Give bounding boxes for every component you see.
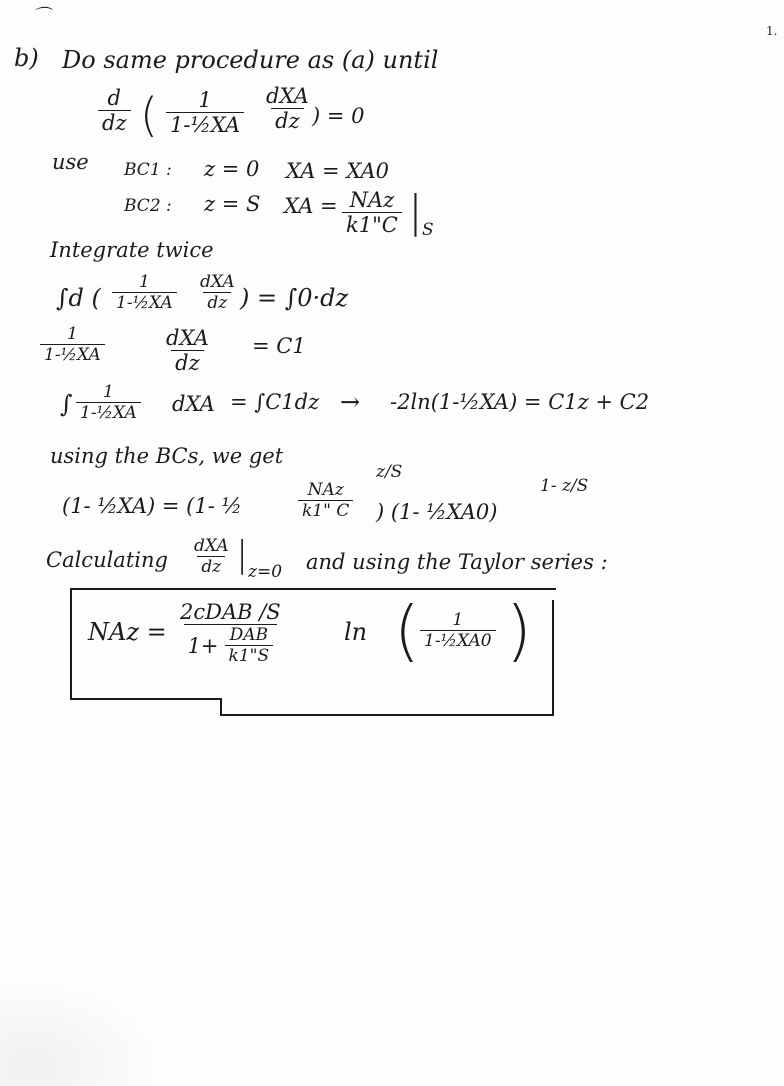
calc-post: and using the Taylor series : (306, 550, 608, 574)
result-exponent-2: 1- z/S (540, 476, 589, 496)
part-label: b) (14, 44, 39, 72)
ode-open-paren: ( (140, 88, 158, 142)
step2-derivative: dXA dz (166, 326, 209, 375)
final-main-fraction: 2cDAB /S 1+ $\frac{\text{DAB}}{k1"S}$ (180, 600, 281, 666)
ode-derivative-fraction: dXA dz (266, 84, 309, 133)
page-corner-mark: 1. (766, 24, 778, 38)
result-lhs: (1- ½XA) = (1- ½ (62, 494, 242, 518)
bc2-fraction: NAz k1"C (342, 188, 402, 237)
bc1-condition: z = 0 (204, 157, 260, 181)
final-lhs: NAz = (88, 618, 167, 646)
ode-rhs: ) = 0 (312, 104, 365, 128)
bc2-eval-bar: | (408, 186, 423, 237)
page-smudge (0, 980, 160, 1086)
use-label: use (52, 150, 89, 174)
bc2-eval-point: S (422, 220, 434, 240)
step3-arrow: → (340, 388, 361, 416)
final-open-paren: ( (394, 592, 420, 669)
step3-fraction: $\frac{1}{\text{1-½XA}}$ (76, 382, 141, 423)
result-fraction: NAz k1" C (298, 480, 353, 521)
intro-line: Do same procedure as (a) until (62, 46, 439, 74)
step1-rhs: ) = ∫0·dz (240, 284, 349, 312)
bc2-label: BC2 : (124, 196, 172, 216)
final-ln-fraction: $\frac{1}{\text{1-½XA0}}$ (420, 610, 496, 651)
step2-fraction: $\frac{1}{\text{1-½XA}}$ (40, 324, 105, 365)
bc1-value: XA = XA0 (286, 159, 390, 183)
calc-eval-bar: | (236, 534, 249, 575)
top-left-mark: ⌒ (32, 6, 50, 27)
step1-lhs: ∫d ( (56, 284, 101, 312)
ode-inner-fraction: $\frac{1}{\text{1-½XA}}$ (166, 88, 244, 137)
integrate-line: Integrate twice (50, 238, 214, 262)
result-mid: ) (1- ½XA0) (376, 500, 498, 524)
bc2-value-left: XA = (284, 194, 338, 218)
step3-dx: dXA (172, 392, 215, 416)
calc-eval-point: z=0 (248, 562, 283, 582)
bc2-condition: z = S (204, 192, 261, 216)
step1-fraction: $\frac{1}{\text{1-½XA}}$ (112, 272, 177, 313)
step1-derivative: dXA dz (200, 272, 235, 313)
final-ln: ln (344, 618, 368, 646)
ode-outer-derivative: $\frac{d}{dz}$ (98, 86, 131, 135)
step3-eq: = ∫C1dz (230, 390, 320, 414)
calc-pre: Calculating (46, 548, 168, 572)
step2-rhs: = C1 (252, 334, 306, 358)
step3-result: -2ln(1-½XA) = C1z + C2 (390, 390, 650, 414)
final-close-paren: ) (506, 592, 532, 669)
bc1-label: BC1 : (124, 160, 172, 180)
using-line: using the BCs, we get (50, 444, 284, 468)
calc-fraction: dXA dz (194, 536, 229, 577)
result-exponent-1: z/S (376, 462, 403, 482)
step3-integral: ∫ (60, 390, 73, 418)
